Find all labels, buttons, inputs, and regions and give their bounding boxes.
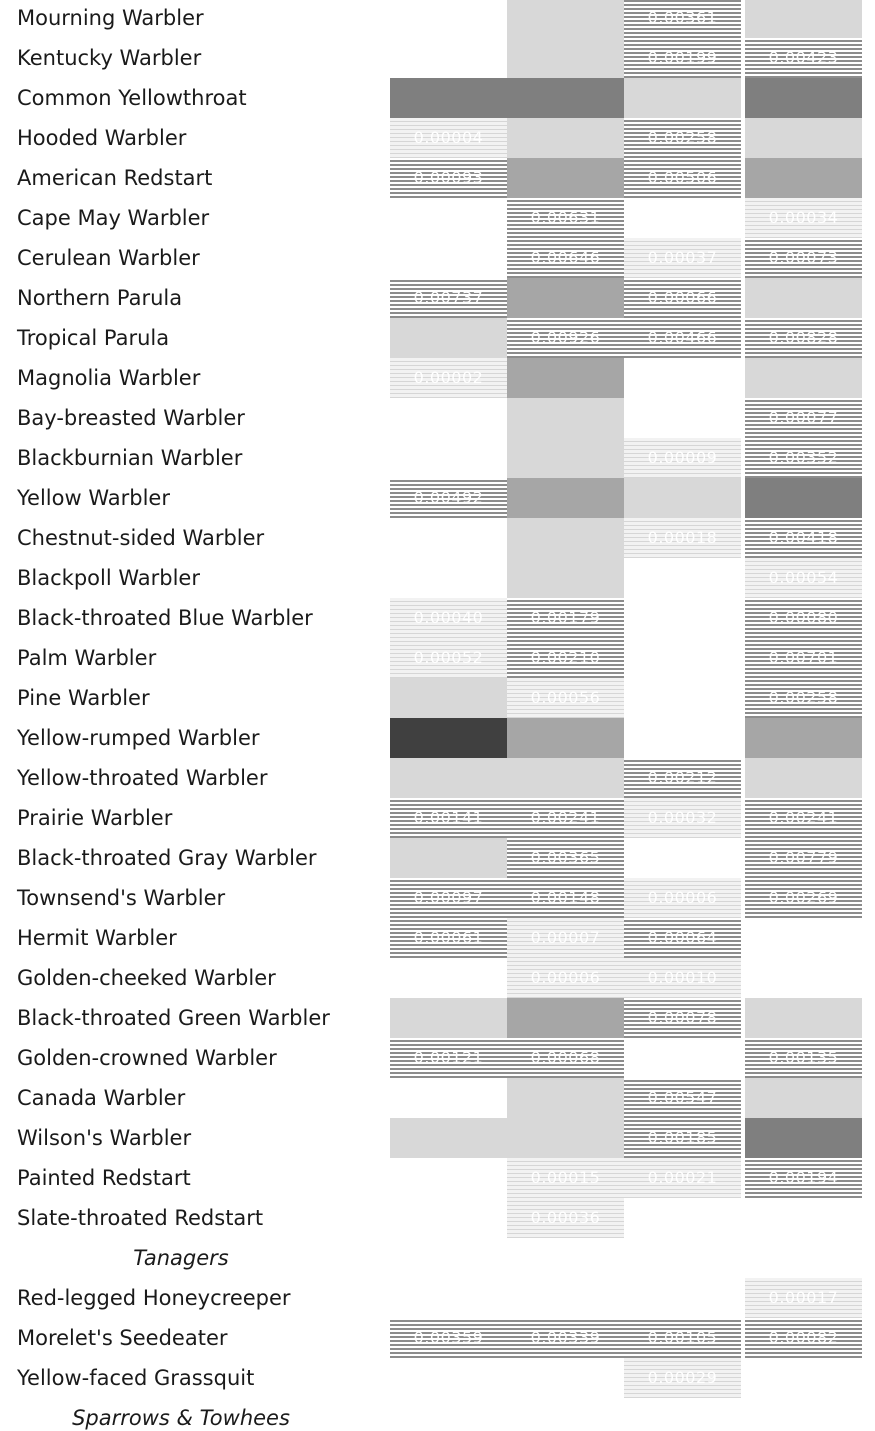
frequency-cell xyxy=(390,318,507,358)
frequency-cell xyxy=(624,1278,741,1318)
frequency-cell xyxy=(507,1078,624,1118)
frequency-cell: 0.00007 xyxy=(507,918,624,958)
species-row xyxy=(0,1078,875,1118)
frequency-cell: 0.00082 xyxy=(745,1318,862,1358)
frequency-cell: 0.00015 xyxy=(507,1158,624,1198)
species-row xyxy=(0,678,875,718)
frequency-cell: 0.00034 xyxy=(745,198,862,238)
species-name: Kentucky Warbler xyxy=(17,46,202,70)
frequency-cell xyxy=(745,158,862,198)
frequency-cell: 0.00352 xyxy=(745,438,862,478)
frequency-cell xyxy=(390,38,507,78)
frequency-cell xyxy=(624,78,741,118)
frequency-cell xyxy=(745,1118,862,1158)
species-row xyxy=(0,118,875,158)
frequency-cell: 0.00631 xyxy=(507,198,624,238)
frequency-cell: 0.00210 xyxy=(507,638,624,678)
species-row xyxy=(0,1198,875,1238)
frequency-cell: 0.00029 xyxy=(624,1358,741,1398)
frequency-cell: 0.00040 xyxy=(390,598,507,638)
frequency-cell xyxy=(507,758,624,798)
frequency-cell xyxy=(624,478,741,518)
species-row xyxy=(0,518,875,558)
species-row xyxy=(0,1118,875,1158)
species-name: Black-throated Blue Warbler xyxy=(17,606,313,630)
species-name: Palm Warbler xyxy=(17,646,157,670)
species-row xyxy=(0,798,875,838)
species-name: Yellow-throated Warbler xyxy=(17,766,268,790)
frequency-cell xyxy=(624,1038,741,1078)
species-row xyxy=(0,758,875,798)
species-name: Black-throated Green Warbler xyxy=(17,1006,330,1030)
frequency-cell: 0.00492 xyxy=(390,478,507,518)
species-name: Magnolia Warbler xyxy=(17,366,201,390)
frequency-cell: 0.00073 xyxy=(745,238,862,278)
frequency-cell: 0.00199 xyxy=(624,38,741,78)
frequency-cell: 0.00828 xyxy=(745,318,862,358)
species-row xyxy=(0,638,875,678)
frequency-cell xyxy=(624,598,741,638)
section-header-row xyxy=(0,1238,875,1278)
species-name: Hermit Warbler xyxy=(17,926,177,950)
species-name: Red-legged Honeycreeper xyxy=(17,1286,291,1310)
frequency-cell: 0.00365 xyxy=(507,838,624,878)
frequency-cell xyxy=(624,1198,741,1238)
frequency-cell: 0.00361 xyxy=(624,0,741,38)
frequency-cell xyxy=(507,78,624,118)
species-row xyxy=(0,278,875,318)
frequency-cell xyxy=(745,1358,862,1398)
frequency-cell xyxy=(624,198,741,238)
frequency-cell: 0.00241 xyxy=(745,798,862,838)
frequency-cell: 0.00010 xyxy=(624,958,741,998)
species-name: Cape May Warbler xyxy=(17,206,210,230)
species-name: Chestnut-sided Warbler xyxy=(17,526,265,550)
species-row xyxy=(0,918,875,958)
frequency-cell xyxy=(507,518,624,558)
frequency-cell: 0.00701 xyxy=(745,638,862,678)
frequency-cell xyxy=(390,438,507,478)
frequency-cell xyxy=(390,198,507,238)
frequency-cell: 0.00141 xyxy=(390,798,507,838)
frequency-cell xyxy=(507,558,624,598)
frequency-cell: 0.00258 xyxy=(624,118,741,158)
species-row xyxy=(0,598,875,638)
frequency-cell: 0.00148 xyxy=(507,878,624,918)
section-header-row xyxy=(0,1398,875,1431)
frequency-cell xyxy=(745,78,862,118)
frequency-cell xyxy=(390,398,507,438)
frequency-cell xyxy=(390,1358,507,1398)
frequency-cell: 0.00066 xyxy=(624,278,741,318)
frequency-cell: 0.00037 xyxy=(624,238,741,278)
frequency-cell xyxy=(390,1278,507,1318)
frequency-cell xyxy=(624,358,741,398)
species-name: American Redstart xyxy=(17,166,213,190)
species-name: Blackburnian Warbler xyxy=(17,446,243,470)
frequency-cell xyxy=(745,1078,862,1118)
species-row xyxy=(0,1358,875,1398)
frequency-cell xyxy=(390,1158,507,1198)
species-row xyxy=(0,238,875,278)
frequency-cell xyxy=(745,758,862,798)
frequency-cell: 0.00258 xyxy=(745,678,862,718)
species-row xyxy=(0,478,875,518)
frequency-cell xyxy=(507,358,624,398)
species-name: Yellow-faced Grassquit xyxy=(17,1366,255,1390)
species-row xyxy=(0,1318,875,1358)
frequency-cell xyxy=(507,718,624,758)
species-name: Yellow-rumped Warbler xyxy=(17,726,260,750)
species-name: Golden-cheeked Warbler xyxy=(17,966,276,990)
species-name: Prairie Warbler xyxy=(17,806,173,830)
species-name: Canada Warbler xyxy=(17,1086,186,1110)
frequency-cell: 0.00056 xyxy=(507,678,624,718)
species-row xyxy=(0,958,875,998)
frequency-cell: 0.00018 xyxy=(624,518,741,558)
frequency-cell xyxy=(390,518,507,558)
frequency-cell xyxy=(507,438,624,478)
frequency-cell xyxy=(745,358,862,398)
frequency-cell: 0.00052 xyxy=(390,638,507,678)
frequency-cell: 0.00036 xyxy=(507,1198,624,1238)
species-row xyxy=(0,1038,875,1078)
species-name: Common Yellowthroat xyxy=(17,86,247,110)
species-row xyxy=(0,998,875,1038)
frequency-cell: 0.00359 xyxy=(390,1318,507,1358)
frequency-cell: 0.00737 xyxy=(390,278,507,318)
species-name: Yellow Warbler xyxy=(17,486,170,510)
frequency-cell xyxy=(390,0,507,38)
species-name: Painted Redstart xyxy=(17,1166,191,1190)
frequency-cell: 0.00004 xyxy=(390,118,507,158)
frequency-cell xyxy=(390,998,507,1038)
species-name: Black-throated Gray Warbler xyxy=(17,846,317,870)
frequency-cell xyxy=(507,118,624,158)
frequency-cell: 0.00466 xyxy=(624,318,741,358)
frequency-cell: 0.00006 xyxy=(624,878,741,918)
species-name: Slate-throated Redstart xyxy=(17,1206,264,1230)
species-name: Hooded Warbler xyxy=(17,126,187,150)
frequency-cell: 0.00418 xyxy=(745,518,862,558)
species-row xyxy=(0,198,875,238)
species-name: Townsend's Warbler xyxy=(17,886,226,910)
frequency-cell xyxy=(390,1198,507,1238)
frequency-cell xyxy=(507,398,624,438)
section-heading: Tanagers xyxy=(133,1246,229,1270)
frequency-cell: 0.00077 xyxy=(745,398,862,438)
species-row xyxy=(0,558,875,598)
frequency-cell: 0.00185 xyxy=(624,1118,741,1158)
species-row xyxy=(0,438,875,478)
frequency-cell xyxy=(624,398,741,438)
frequency-cell: 0.00121 xyxy=(390,1038,507,1078)
frequency-cell: 0.00006 xyxy=(507,958,624,998)
frequency-cell xyxy=(390,558,507,598)
species-row xyxy=(0,38,875,78)
frequency-cell: 0.00269 xyxy=(745,878,862,918)
frequency-cell xyxy=(745,718,862,758)
species-name: Golden-crowned Warbler xyxy=(17,1046,277,1070)
species-row xyxy=(0,158,875,198)
frequency-cell xyxy=(390,1078,507,1118)
frequency-cell xyxy=(507,1358,624,1398)
frequency-cell xyxy=(624,558,741,598)
frequency-cell xyxy=(624,718,741,758)
frequency-cell xyxy=(390,678,507,718)
frequency-cell: 0.00061 xyxy=(390,918,507,958)
frequency-cell: 0.00779 xyxy=(745,838,862,878)
frequency-cell xyxy=(390,758,507,798)
frequency-cell xyxy=(745,918,862,958)
frequency-cell: 0.00194 xyxy=(745,1158,862,1198)
frequency-cell xyxy=(745,278,862,318)
frequency-cell: 0.00506 xyxy=(624,158,741,198)
species-row xyxy=(0,1158,875,1198)
species-row xyxy=(0,838,875,878)
frequency-cell: 0.00054 xyxy=(745,558,862,598)
frequency-cell xyxy=(507,1118,624,1158)
species-name: Cerulean Warbler xyxy=(17,246,200,270)
frequency-cell xyxy=(624,838,741,878)
frequency-cell: 0.00093 xyxy=(390,158,507,198)
species-row xyxy=(0,718,875,758)
frequency-cell xyxy=(624,638,741,678)
frequency-cell: 0.00135 xyxy=(745,1038,862,1078)
frequency-cell: 0.00080 xyxy=(745,598,862,638)
frequency-cell: 0.00078 xyxy=(624,998,741,1038)
frequency-cell: 0.00547 xyxy=(624,1078,741,1118)
frequency-cell: 0.00017 xyxy=(745,1278,862,1318)
frequency-cell xyxy=(390,78,507,118)
frequency-cell xyxy=(745,1198,862,1238)
frequency-cell: 0.00926 xyxy=(507,318,624,358)
species-name: Pine Warbler xyxy=(17,686,150,710)
frequency-cell: 0.00212 xyxy=(624,758,741,798)
frequency-cell: 0.00021 xyxy=(624,1158,741,1198)
frequency-cell xyxy=(745,998,862,1038)
species-row xyxy=(0,1278,875,1318)
frequency-cell: 0.00032 xyxy=(624,798,741,838)
frequency-cell xyxy=(745,0,862,38)
species-row xyxy=(0,878,875,918)
frequency-cell: 0.00339 xyxy=(507,1318,624,1358)
species-row xyxy=(0,358,875,398)
frequency-cell: 0.00068 xyxy=(507,1038,624,1078)
frequency-cell xyxy=(390,958,507,998)
frequency-cell xyxy=(745,118,862,158)
frequency-cell xyxy=(390,718,507,758)
species-row xyxy=(0,78,875,118)
frequency-cell xyxy=(507,998,624,1038)
frequency-cell xyxy=(507,278,624,318)
frequency-cell: 0.00009 xyxy=(624,438,741,478)
frequency-cell xyxy=(507,478,624,518)
frequency-cell: 0.00097 xyxy=(390,878,507,918)
species-name: Morelet's Seedeater xyxy=(17,1326,228,1350)
frequency-cell xyxy=(624,678,741,718)
frequency-cell: 0.00064 xyxy=(624,918,741,958)
frequency-cell: 0.00179 xyxy=(507,598,624,638)
species-name: Northern Parula xyxy=(17,286,183,310)
species-name: Wilson's Warbler xyxy=(17,1126,192,1150)
frequency-cell xyxy=(390,1118,507,1158)
species-row xyxy=(0,398,875,438)
species-row xyxy=(0,318,875,358)
species-name: Bay-breasted Warbler xyxy=(17,406,245,430)
frequency-cell: 0.00423 xyxy=(745,38,862,78)
frequency-cell xyxy=(507,38,624,78)
species-row xyxy=(0,0,875,38)
species-name: Tropical Parula xyxy=(17,326,170,350)
section-heading: Sparrows & Towhees xyxy=(72,1406,290,1430)
species-name: Mourning Warbler xyxy=(17,6,204,30)
frequency-cell xyxy=(390,238,507,278)
species-name: Blackpoll Warbler xyxy=(17,566,200,590)
frequency-cell: 0.00241 xyxy=(507,798,624,838)
frequency-cell xyxy=(507,0,624,38)
frequency-cell: 0.00105 xyxy=(624,1318,741,1358)
frequency-cell xyxy=(507,1278,624,1318)
frequency-cell xyxy=(745,478,862,518)
frequency-cell: 0.00646 xyxy=(507,238,624,278)
frequency-cell: 0.00002 xyxy=(390,358,507,398)
frequency-cell xyxy=(745,958,862,998)
frequency-cell xyxy=(507,158,624,198)
frequency-cell xyxy=(390,838,507,878)
